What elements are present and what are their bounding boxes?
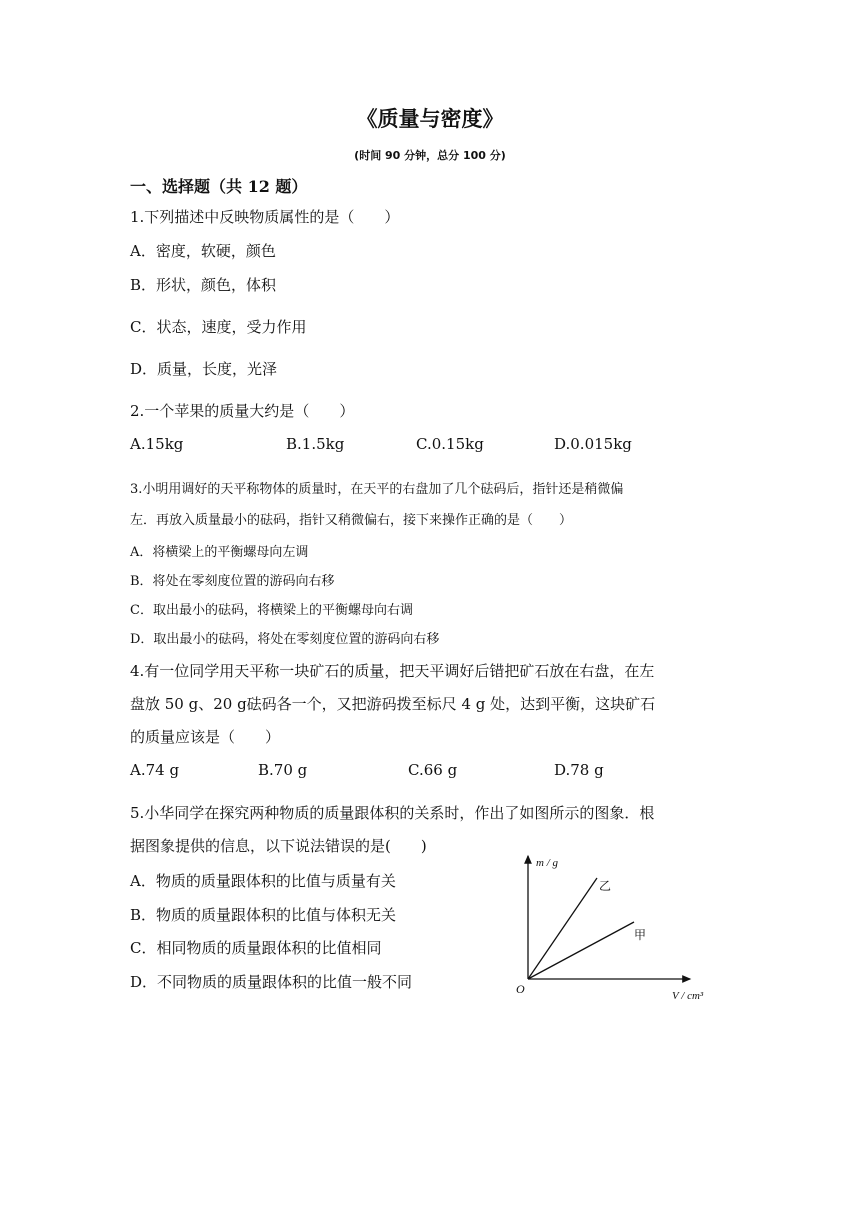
question-stem-line-2: 据图象提供的信息，以下说法错误的是( ) <box>130 837 427 855</box>
page-title: 《质量与密度》 <box>356 106 504 131</box>
question-stem: 1.下列描述中反映物质属性的是（ ） <box>130 208 400 226</box>
y-axis-label: m / g <box>536 857 558 869</box>
option-a: A.15kg <box>130 435 184 453</box>
exam-info: (时间 90 分钟，总分 100 分) <box>354 149 506 162</box>
question-stem-line-2: 盘放 50 g、20 g砝码各一个，又把游码拨至标尺 4 g 处，达到平衡，这块矿石 <box>130 695 656 713</box>
option-a: A．密度，软硬，颜色 <box>130 242 276 260</box>
line-jia-label: 甲 <box>634 928 647 942</box>
option-a: A．物质的质量跟体积的比值与质量有关 <box>130 872 396 890</box>
line-yi <box>528 878 597 979</box>
option-b: B．物质的质量跟体积的比值与体积无关 <box>130 906 397 924</box>
origin-label: O <box>516 982 525 996</box>
option-c: C．相同物质的质量跟体积的比值相同 <box>130 939 382 957</box>
question-stem: 2.一个苹果的质量大约是（ ） <box>130 402 355 420</box>
option-c: C.66 g <box>408 761 458 779</box>
question-stem-line-1: 4.有一位同学用天平称一块矿石的质量，把天平调好后错把矿石放在右盘，在左 <box>130 662 655 680</box>
option-d: D.78 g <box>554 761 604 779</box>
line-yi-label: 乙 <box>599 879 612 893</box>
question-stem-line-1: 5.小华同学在探究两种物质的质量跟体积的关系时，作出了如图所示的图象．根 <box>130 804 655 822</box>
question-stem-line-1: 3.小明用调好的天平称物体的质量时，在天平的右盘加了几个砝码后，指针还是稍微偏 <box>130 482 624 497</box>
x-axis-label: V / cm³ <box>672 990 704 1002</box>
option-d: D．不同物质的质量跟体积的比值一般不同 <box>130 973 413 991</box>
option-b: B.1.5kg <box>286 435 345 453</box>
question-stem-line-3: 的质量应该是（ ） <box>130 728 281 746</box>
question-stem-line-2: 左．再放入质量最小的砝码，指针又稍微偏右，接下来操作正确的是（ ） <box>130 513 573 528</box>
option-b: B．形状，颜色，体积 <box>130 276 277 294</box>
option-c: C.0.15kg <box>416 435 484 453</box>
option-a: A.74 g <box>130 761 180 779</box>
mass-volume-graph <box>510 850 720 1010</box>
option-d: D．质量，长度，光泽 <box>130 360 278 378</box>
section-heading: 一、选择题（共 12 题） <box>130 177 308 196</box>
option-a: A．将横梁上的平衡螺母向左调 <box>130 545 309 560</box>
option-d: D.0.015kg <box>554 435 632 453</box>
option-d: D．取出最小的砝码，将处在零刻度位置的游码向右移 <box>130 632 440 647</box>
option-b: B．将处在零刻度位置的游码向右移 <box>130 574 335 589</box>
option-b: B.70 g <box>258 761 308 779</box>
line-jia <box>528 922 634 979</box>
option-c: C．取出最小的砝码，将横梁上的平衡螺母向右调 <box>130 603 413 618</box>
option-c: C．状态，速度，受力作用 <box>130 318 307 336</box>
